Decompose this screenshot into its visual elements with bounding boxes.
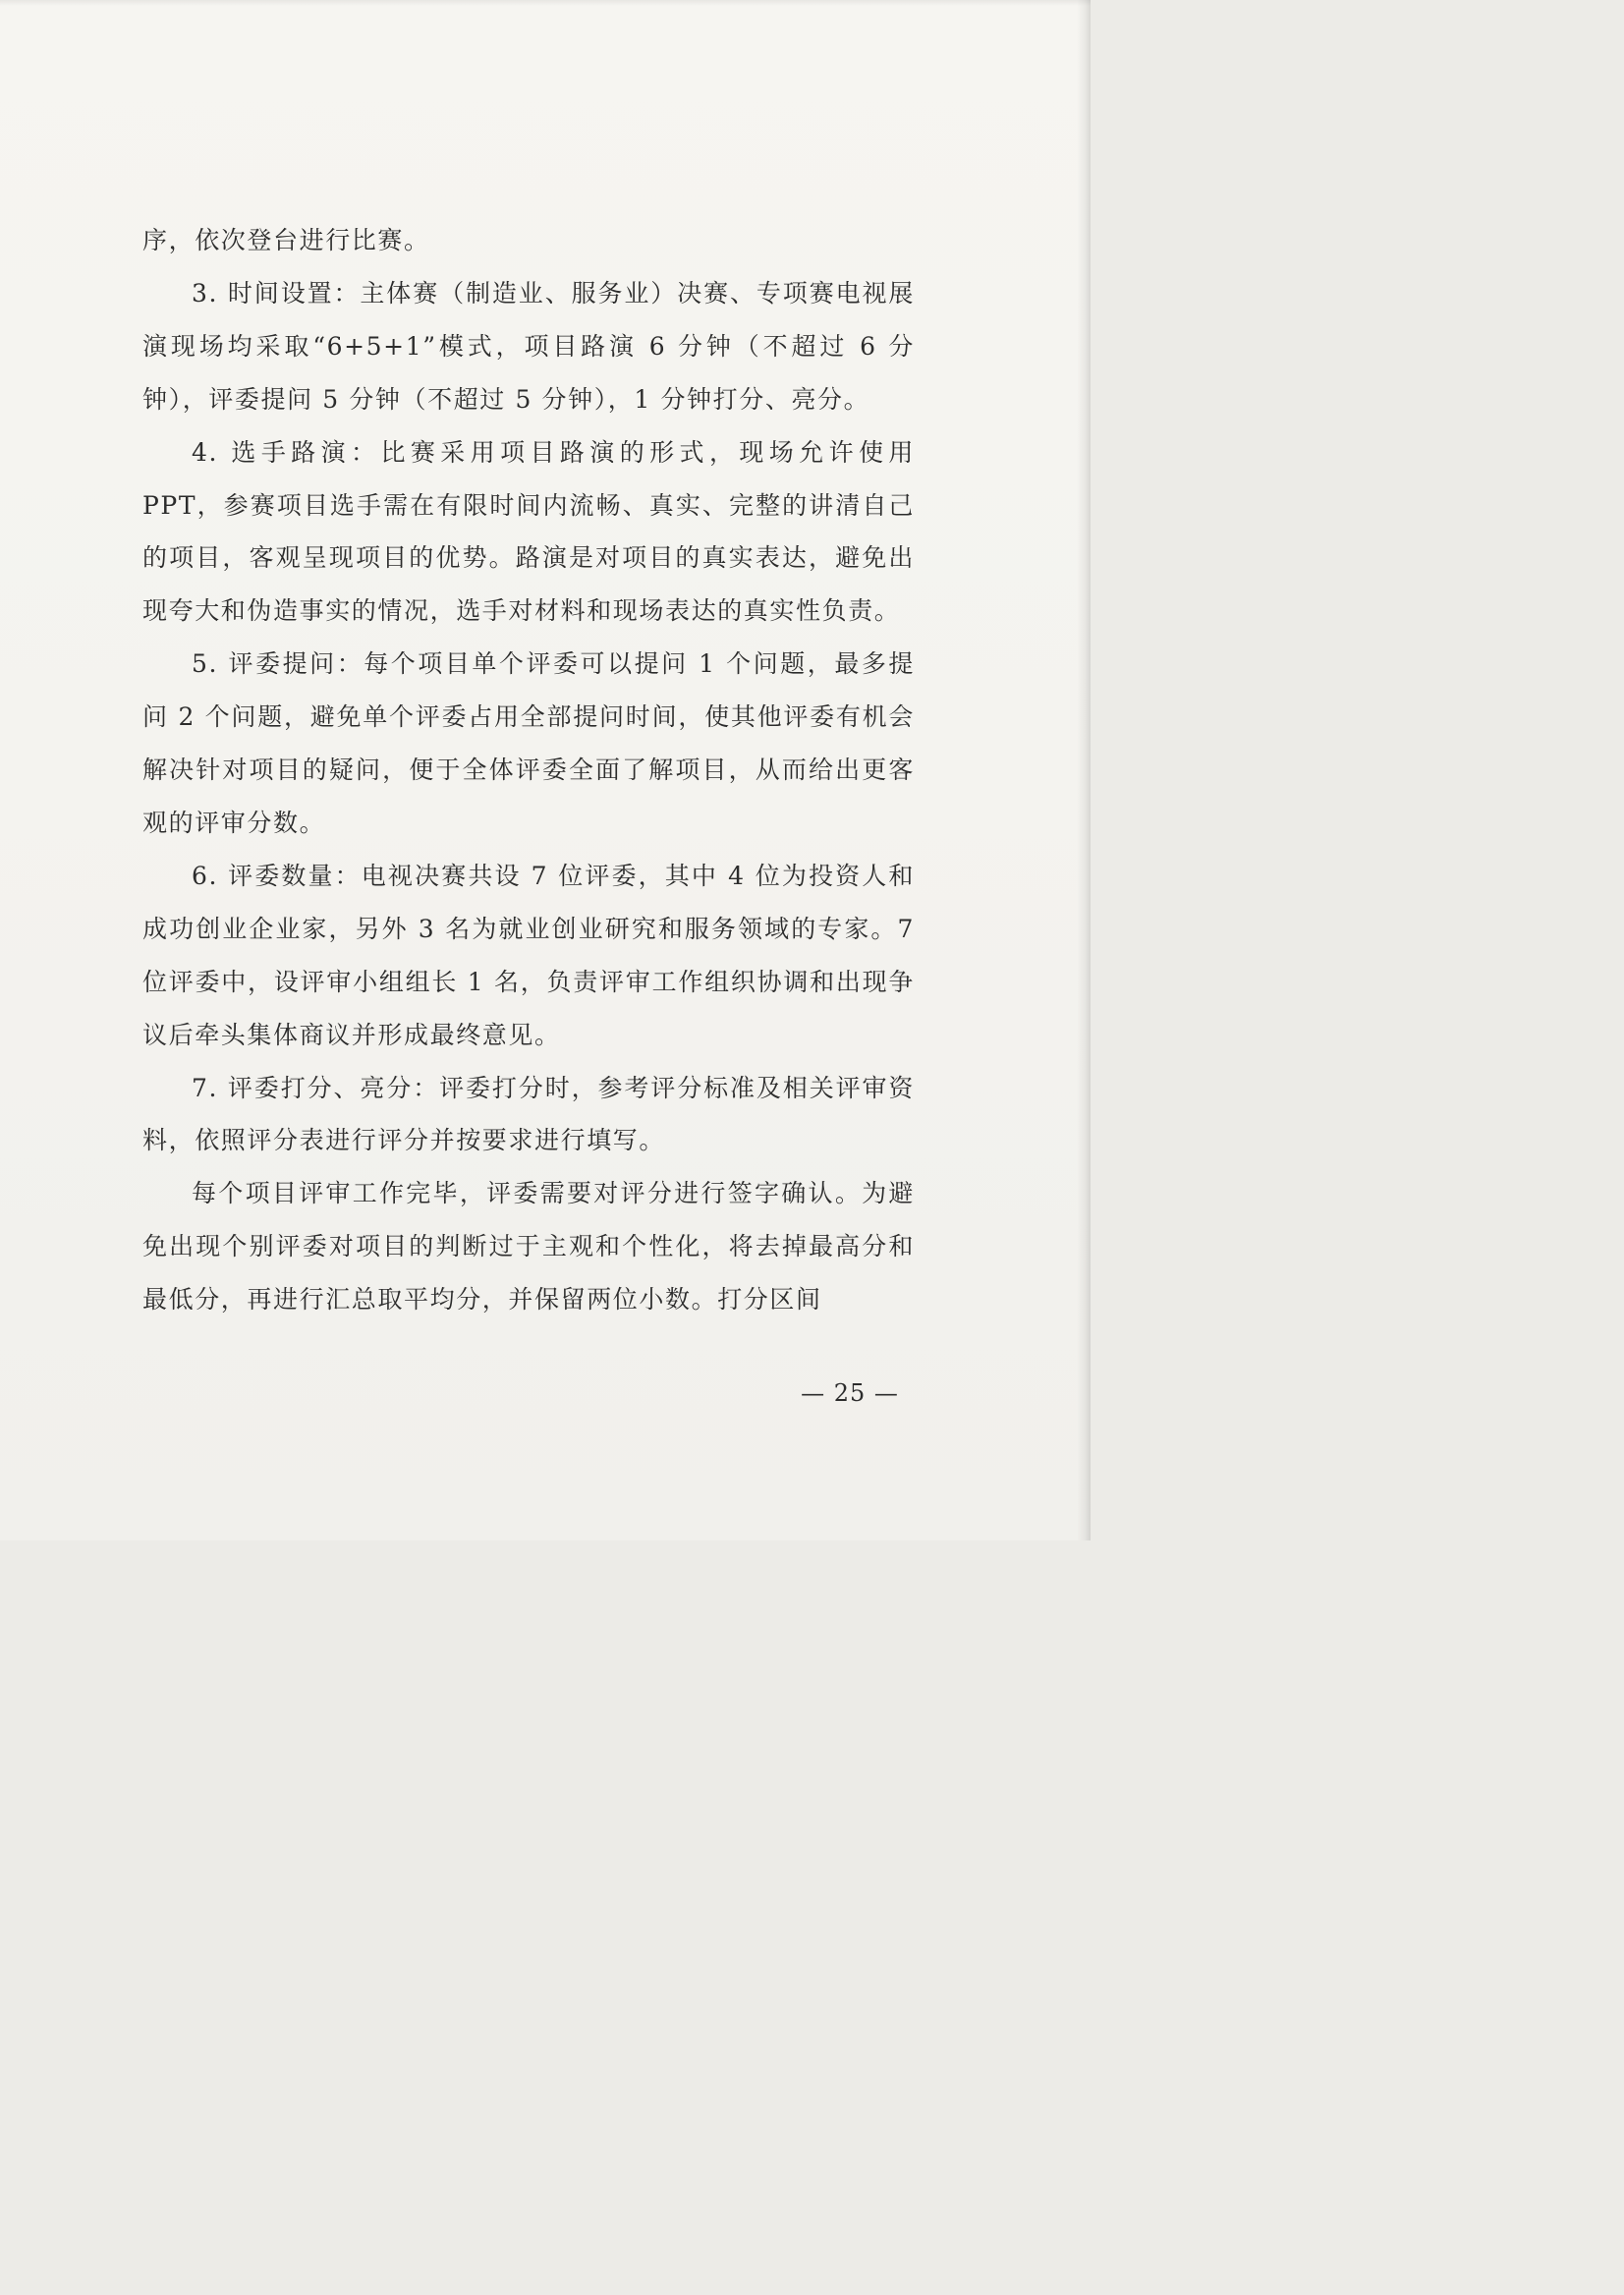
paragraph-judge-questions: 5. 评委提问：每个项目单个评委可以提问 1 个问题，最多提问 2 个问题，避免单个评委占用全部提问时间，使其他评委有机会解决针对项目的疑问，便于全体评委全面了解项目，从而给出更客观的评审分数。 [142, 649, 915, 837]
paragraph-judge-count: 6. 评委数量：电视决赛共设 7 位评委，其中 4 位为投资人和成功创业企业家，另外 3 名为就业创业研究和服务领域的专家。7 位评委中，设评审小组组长 1 名，负责评审工作组织协调和出现争议后牵头集体商议并形成最终意见。 [142, 861, 915, 1049]
page-number: — 25 — [801, 1379, 899, 1407]
paragraph-score-confirmation: 每个项目评审工作完毕，评委需要对评分进行签字确认。为避免出现个别评委对项目的判断过于主观和个性化，将去掉最高分和最低分，再进行汇总取平均分，并保留两位小数。打分区间 [142, 1179, 915, 1315]
page-right-shadow [1077, 0, 1091, 1540]
page-top-shadow [0, 0, 1091, 6]
paragraph-contestant-roadshow: 4. 选手路演：比赛采用项目路演的形式，现场允许使用 PPT，参赛项目选手需在有限时间内流畅、真实、完整的讲清自己的项目，客观呈现项目的优势。路演是对项目的真实表达，避免出现夸大和伪造事实的情况，选手对材料和现场表达的真实性负责。 [142, 437, 915, 626]
paragraph-time-setting: 3. 时间设置：主体赛（制造业、服务业）决赛、专项赛电视展演现场均采取“6+5+1”模式，项目路演 6 分钟（不超过 6 分钟），评委提问 5 分钟（不超过 5 分钟），1 分钟打分、亮分。 [142, 278, 915, 414]
document-page [0, 0, 1091, 1540]
document-body [142, 214, 915, 1326]
paragraph-judge-scoring: 7. 评委打分、亮分：评委打分时，参考评分标准及相关评审资料，依照评分表进行评分并按要求进行填写。 [142, 1073, 915, 1155]
paragraph-continuation: 序，依次登台进行比赛。 [142, 226, 430, 254]
